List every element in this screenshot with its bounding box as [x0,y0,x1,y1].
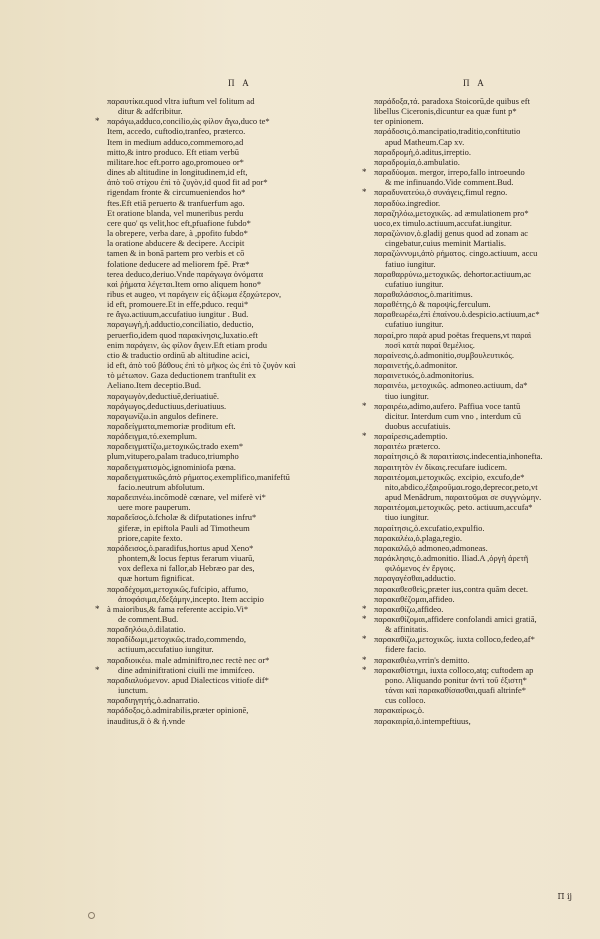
dictionary-line: ditur & adfcribitur. [118,106,183,117]
dictionary-line: facio.neutrum abfolutum. [118,481,205,492]
running-head-right: Π Α [463,78,487,88]
dictionary-line: παραιτέομαι,μετοχικῶς. excipio, excufo,de* [374,471,525,482]
dictionary-line: φιλόμενος ἐν ἔργοις. [385,563,456,574]
dictionary-line: παραδρομία,ὁ.ambulatio. [374,156,460,167]
dictionary-line: παραγωγὴ,ἡ.adductio,conciliatio, deductio, [107,319,254,330]
dictionary-line: παρακαθέζομαι,affideo. [374,593,455,604]
dictionary-line: παράδοξα,τά. paradoxa Stoicorū,de quibus eft [374,96,530,106]
dictionary-line: παραδίδωμι,μετοχικῶς.trado,commendo, [107,634,247,645]
dictionary-line: nito,abdico,ἐξαιροῦμαι.rogo,deprecor,peto,vt [385,481,538,492]
dictionary-line: παραίτησις,ὁ.excufatio,expulfio. [374,522,485,533]
line-text: παραδύομαι. mergor, irrepo,fallo introeundo [374,167,525,178]
dictionary-line: quæ hortum fignificat. [118,573,195,584]
asterisk-marker: * [95,664,100,675]
dictionary-line: παρακαλέω,ὁ.plaga,regio. [374,532,463,543]
line-text: παραιρέω,adimo,aufero. Paffiua voce tantū [374,400,521,411]
dictionary-line: & affinitatis. [385,624,429,635]
asterisk-marker: * [362,613,367,624]
dictionary-line: παραδύω.ingredior. [374,197,441,208]
dictionary-line: τὸ μέτωπον. Gaza deductionem tranftulit ex [107,370,257,381]
dictionary-line: rigendam fronte & circumueniendos ho* [107,187,246,198]
asterisk-marker: * [362,634,367,645]
running-head-left: Π Α [228,78,252,88]
dictionary-line [362,167,584,178]
line-text: παρακαθίστημι, iuxta colloco,atq; cuftodem ap [374,664,534,675]
dictionary-line: ftes.Eft etiā peruerto & tranfuerfum ago. [107,197,245,208]
dictionary-line [362,187,584,198]
dictionary-line: dicitur. Interdum cum vno , interdum cū [385,410,521,421]
dictionary-line: Aeliano.Item deceptio.Bud. [107,380,201,391]
dictionary-line: Item in medium adduco,commemoro,ad [107,136,244,147]
asterisk-marker: * [362,664,367,675]
dictionary-line: παράδοσις,ὁ.mancipatio,traditio,conftitutio [374,126,521,137]
dictionary-line: παραιτέομαι,μετοχικῶς. peto. actiuum,accufa* [374,502,533,513]
dictionary-line: παραιτέω præterco. [374,441,441,452]
dictionary-line: παραδεῖσος,ὁ.fcholæ & difputationes infru* [107,512,257,523]
dictionary-line: ctio & traductio ordinū ab altitudine acici, [107,349,250,360]
dictionary-line: καὶ ῥήματα λέγεται.Item orno aliquem hono* [107,278,262,289]
dictionary-line: cufatiuo iungitur. [385,319,444,330]
dictionary-line: Et oratione blanda, vel muneribus perdu [107,207,244,218]
dictionary-line: Item, accedo, cuftodio,tranfeo, præterco. [107,126,246,137]
dictionary-line: παραγαγέσθαι,adductio. [374,573,456,584]
dictionary-line: uoco,ex timulo.actiuum,accufat.iungitur. [374,217,512,228]
dictionary-line: apud Matheum.Cap xv. [385,136,465,147]
page-hole-mark [88,912,95,919]
dictionary-line: cere quo' qs velit,hoc eft,pfuafione fubdo* [107,217,251,228]
dictionary-line: inauditus,ἃ ὁ & ἡ.vnde [107,715,186,726]
line-text: dine adminiftrationi ciuili me immifceo. [118,664,255,675]
dictionary-line: & me infinuando.Vide comment.Bud. [385,177,514,188]
dictionary-line: παραδιοικέω. male adminiftro,nec rectè nec or* [107,654,270,665]
dictionary-line: παράδοξος,ὁ.admirabilis,præter opinionē, [107,705,249,716]
asterisk-marker: * [95,116,100,127]
dictionary-line: la obrepere, verba dare, à ,ppofito fubdo* [107,228,248,239]
dictionary-line: tamen & in bonā partem pro verbis et cō [107,248,245,259]
dictionary-line: παραδείγματα,memoriæ proditum eft. [107,421,236,431]
asterisk-marker: * [362,654,367,665]
dictionary-line: apud Menādrum, παραιτοῦμαι σε συγγνώμην. [385,492,542,503]
dictionary-line: ἀπὸ τοῦ στίχου ἐπὶ τὸ ζυγὸν,id quod fit ad por* [107,177,268,188]
dictionary-line: enim παράγειν, ὡς φίλον ἄγειν.Eft etiam produ [107,339,267,350]
dictionary-line: libellus Ciceronis,dicuntur ea quæ funt p* [374,106,517,117]
line-text: παρακαθίζομαι,affidere confolandi amici gratiā, [374,613,537,624]
dictionary-line [362,603,584,614]
dictionary-line: ποσὶ κατὰ παραί θεμέλιος. [385,339,475,350]
dictionary-line: παραθαλάσσιος,ὁ.maritimus. [374,288,473,299]
dictionary-line: παραδιαλυόμενον. apud Dialecticos vitiofe dif* [107,674,269,685]
asterisk-marker: * [362,167,367,178]
dictionary-line: παραινετικός,ὁ.admonitorius. [374,370,475,381]
dictionary-line: τάναι καὶ παρακαθίσασθαι,quafi altrinfe* [385,685,527,696]
dictionary-line: παραιτητὸν ἐν δίκαις.recufare iudicem. [374,461,507,472]
dictionary-line: παραίνεσις,ὁ.admonitio,συμβουλευτικός. [374,349,515,360]
dictionary-line: priore,capite fexto. [118,532,183,543]
right-column [362,96,584,726]
dictionary-line [362,400,584,411]
dictionary-line [362,613,584,624]
dictionary-line: παραθαρρύνω,μετοχικῶς. dehortor.actiuum,ac [374,268,532,279]
dictionary-line: tiuo iungitur. [385,390,429,401]
dictionary-line: id eft, ἀπὸ τοῦ βάθους ἐπὶ τὸ μῆκος ὡς ἐπὶ τὸ ζυγὸν καὶ [107,360,296,371]
dictionary-line: terea deduco,deriuo.Vnde παράγωγα ὀνόματα [107,268,264,279]
dictionary-line: dines ab altitudine in longitudinem,id eft, [107,167,248,178]
dictionary-line: fidere facio. [385,644,427,655]
dictionary-line: παραυτίκα.quod vltra iuftum vel folitum ad [107,96,255,106]
dictionary-line: παρακαίρως,ὁ. [374,705,425,716]
dictionary-line: re ἄγω.actiuum,accufatiuo iungitur . Bud. [107,309,249,320]
dictionary-line [95,664,319,675]
dictionary-line: παρακαλῶ,ὁ admoneo,admoneas. [374,542,488,553]
dictionary-line: παραζώννυμι,ἀπὸ ρήματος. cingo.actiuum, accu [374,248,538,259]
dictionary-line: folatione deducere ad meliorem fpē. Præ* [107,258,250,269]
dictionary-line: παραινέω, μετοχικῶς. admoneo.actiuum, da* [374,380,528,391]
dictionary-line: παραγωγὸν,deductiuē,deriuatiuē. [107,390,220,401]
dictionary-line [362,654,584,665]
dictionary-line: ter opinionem. [374,116,424,127]
asterisk-marker: * [362,187,367,198]
dictionary-line: actiuum,accufatiuo iungitur. [118,644,214,655]
dictionary-line: mitto,& intro produco. Eft etiam verbū [107,146,239,157]
dictionary-line: παραδιηγητής,ὁ.adnarratio. [107,695,200,706]
dictionary-line: pono. Aliquando ponitur ἀντὶ τοῦ ἐξιστη* [385,674,527,685]
dictionary-line: iunctum. [118,685,148,696]
dictionary-line: tiuo iungitur. [385,512,429,523]
dictionary-line: παραδειγματίζω,μετοχικῶς.trado exem* [107,441,244,452]
dictionary-line: παράγωγος,deductiuus,deriuatiuus. [107,400,227,411]
dictionary-line [95,116,319,127]
dictionary-line: giferæ, in epiftola Pauli ad Timotheum [118,522,250,533]
dictionary-line: vox deflexa ni fallor,ab Hebræo par des, [118,563,255,574]
dictionary-line: παρακαθεσθεὶς,præter ius,contra quām decet. [374,583,529,594]
asterisk-marker: * [95,603,100,614]
dictionary-line: παραδρομὴ,ὁ.aditus,irreptio. [374,146,472,157]
dictionary-line: duobus accufatiuis. [385,421,451,431]
dictionary-line: παραθεωρέω,ἐπὶ ἐπαίνου.ὁ.despicio.actiuum,ac* [374,309,540,320]
dictionary-line: ἀποφάσιμα,ἐδεξάμην,incepto. Item accipio [118,593,264,604]
dictionary-line: peruerfio,idem quod παρακίνησις,luxatio.eft [107,329,258,340]
dictionary-line: παραδειγματικῶς,ἀπὸ ρήματος.exemplifico,manifeftū [107,471,290,482]
dictionary-line: παραδειπνέω.incōmodè cœnare, vel miferè vi* [107,492,266,503]
dictionary-line: παράδειγμα,τό.exemplum. [107,431,197,442]
dictionary-line: de comment.Bud. [118,613,179,624]
asterisk-marker: * [362,400,367,411]
dictionary-line: id eft, promouere.Et in effe,pduco. requi* [107,299,249,310]
dictionary-line [362,431,584,442]
dictionary-line: παραθέτης,ὁ & παροψίς,ferculum. [374,299,491,310]
dictionary-line: plum,vitupero,palam traduco,triumpho [107,451,239,462]
line-text: παραδυνατεύω,ὁ συνάγεις,fimul regno. [374,187,508,198]
line-text: παραίρεσις,ademptio. [374,431,448,442]
line-text: παράγω,adduco,concilio,ὡς φίλον ἄγω,duco te* [107,116,270,127]
dictionary-line: uere more pauperum. [118,502,191,513]
dictionary-line: phontem,& locus feptus ferarum viuarū, [118,553,255,564]
signature-mark: Π ij [557,892,572,901]
dictionary-line [95,603,319,614]
dictionary-line: παραγωνίζω.in angulos definere. [107,410,219,421]
dictionary-line: cingebatur,cuius meminit Martialis. [385,238,506,249]
dictionary-line: παραίτησις,ὁ & παραιτίασις.indecentia,inhonefta. [374,451,543,462]
dictionary-line: la oratione abducere & decipere. Accipit [107,238,245,249]
asterisk-marker: * [362,431,367,442]
dictionary-line [362,634,584,645]
dictionary-line: ribus et augeo, vt παράγειν εἰς ἀξίωμα ἐξοχώτερον, [107,288,282,299]
dictionary-line: παράδεισος,ὁ.paradifus,hortus apud Xeno* [107,542,254,553]
line-text: à maioribus,& fama referente accipio.Vi* [107,603,249,614]
left-column [95,96,319,726]
dictionary-line: παραί,pro παρὰ apud poëtas frequens,vt παραὶ [374,329,532,340]
dictionary-line: παραζώνιον,ὁ.gladij genus quod ad zonam ac [374,228,529,239]
dictionary-line: παρακαιρία,ὁ.intempeftiuus, [374,715,471,726]
dictionary-line: fatiuo iungitur. [385,258,436,269]
line-text: παρακαθίζω,affideo. [374,603,444,614]
dictionary-line [362,664,584,675]
asterisk-marker: * [362,603,367,614]
dictionary-line: cus colloco. [385,695,426,706]
dictionary-line: παράκλησις,ὁ.admonitio. Iliad.Α ,ὀργὴ ἀρετῆ [374,553,529,564]
dictionary-line: παραινετής,ὁ.admonitor. [374,360,458,371]
dictionary-line: militare.hoc eft.porro ago,promoueo or* [107,156,244,167]
line-text: παρακαθιέω,vrrin's demitto. [374,654,470,665]
dictionary-line: cufatiuo iungitur. [385,278,444,289]
dictionary-line: παραδειγματισμὸς,ignominiofa pœna. [107,461,236,472]
dictionary-line: παραδηλόω,ὁ.dilatatio. [107,624,186,635]
dictionary-line: παραζηλόω,μετοχικῶς. ad æmulationem pro* [374,207,529,218]
dictionary-line: παραδέχομαι,μετοχικῶς.fufcipio, affumo, [107,583,249,594]
line-text: παρακαθίζω,μετοχικῶς. iuxta colloco,fedeo,af* [374,634,535,645]
